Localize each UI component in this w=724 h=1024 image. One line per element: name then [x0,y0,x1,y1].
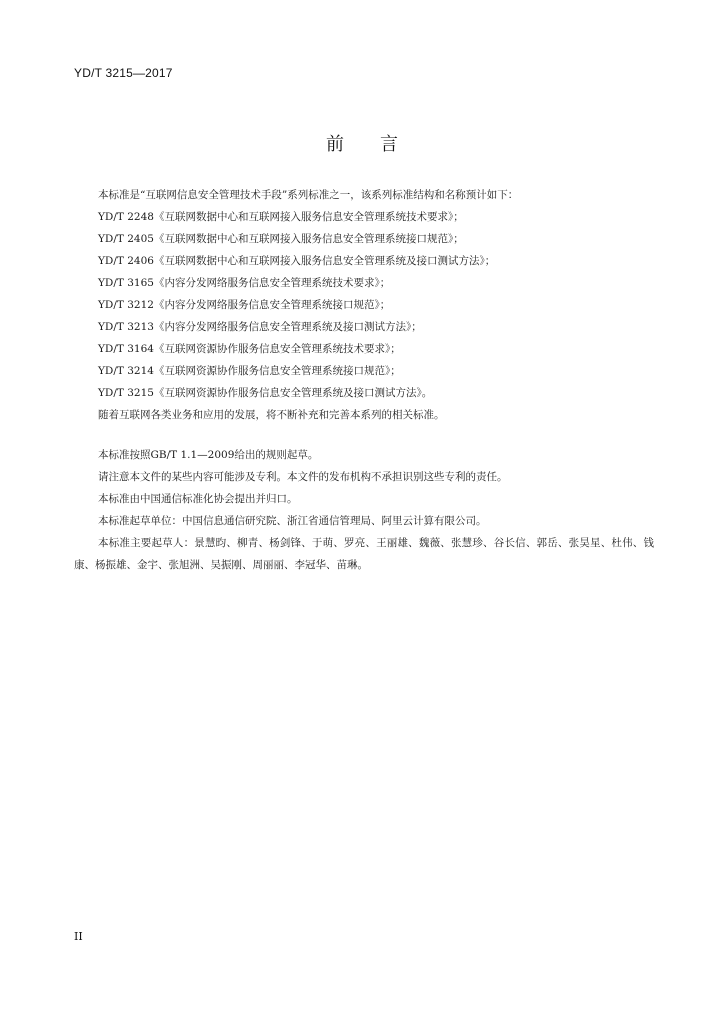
series-item-8: YD/T 3214《互联网资源协作服务信息安全管理系统接口规范》； [98,365,401,377]
series-item-7: YD/T 3164《互联网资源协作服务信息安全管理系统技术要求》； [98,343,401,355]
series-item-9: YD/T 3215《互联网资源协作服务信息安全管理系统及接口测试方法》。 [98,387,433,399]
series-item-4: YD/T 3165《内容分发网络服务信息安全管理系统技术要求》； [98,277,391,289]
paragraph-drafting-units: 本标准起草单位：中国信息通信研究院、浙江省通信管理局、阿里云计算有限公司。 [98,515,487,527]
page-title: 前言 [326,134,434,155]
paragraph-drafting-rules: 本标准按照GB/T 1.1—2009给出的规则起草。 [98,449,319,461]
foreword-body [74,184,654,576]
page-number: II [74,930,83,943]
series-item-6: YD/T 3213《内容分发网络服务信息安全管理系统及接口测试方法》； [98,321,422,333]
series-item-1: YD/T 2248《互联网数据中心和互联网接入服务信息安全管理系统技术要求》； [98,211,464,223]
paragraph-drafters: 本标准主要起草人：景慧昀、柳青、杨剑锋、于萌、罗亮、王丽雄、魏薇、张慧珍、谷长信、郭岳、张昊星、杜伟、钱康、杨振雄、金宇、张旭洲、吴振刚、周丽丽、李冠华、苗琳。 [74,537,654,571]
series-item-2: YD/T 2405《互联网数据中心和互联网接入服务信息安全管理系统接口规范》； [98,233,464,245]
paragraph-gap [74,426,654,444]
paragraph-proposer: 本标准由中国通信标准化协会提出并归口。 [98,493,298,505]
series-item-5: YD/T 3212《内容分发网络服务信息安全管理系统接口规范》； [98,299,391,311]
document-code: YD/T 3215—2017 [74,66,173,80]
intro-line: 本标准是“互联网信息安全管理技术手段”系列标准之一，该系列标准结构和名称预计如下： [98,189,519,201]
series-item-3: YD/T 2406《互联网数据中心和互联网接入服务信息安全管理系统及接口测试方法》； [98,255,496,267]
paragraph-patent-notice: 请注意本文件的某些内容可能涉及专利。本文件的发布机构不承担识别这些专利的责任。 [98,471,508,483]
series-closing: 随着互联网各类业务和应用的发展，将不断补充和完善本系列的相关标准。 [98,409,445,421]
